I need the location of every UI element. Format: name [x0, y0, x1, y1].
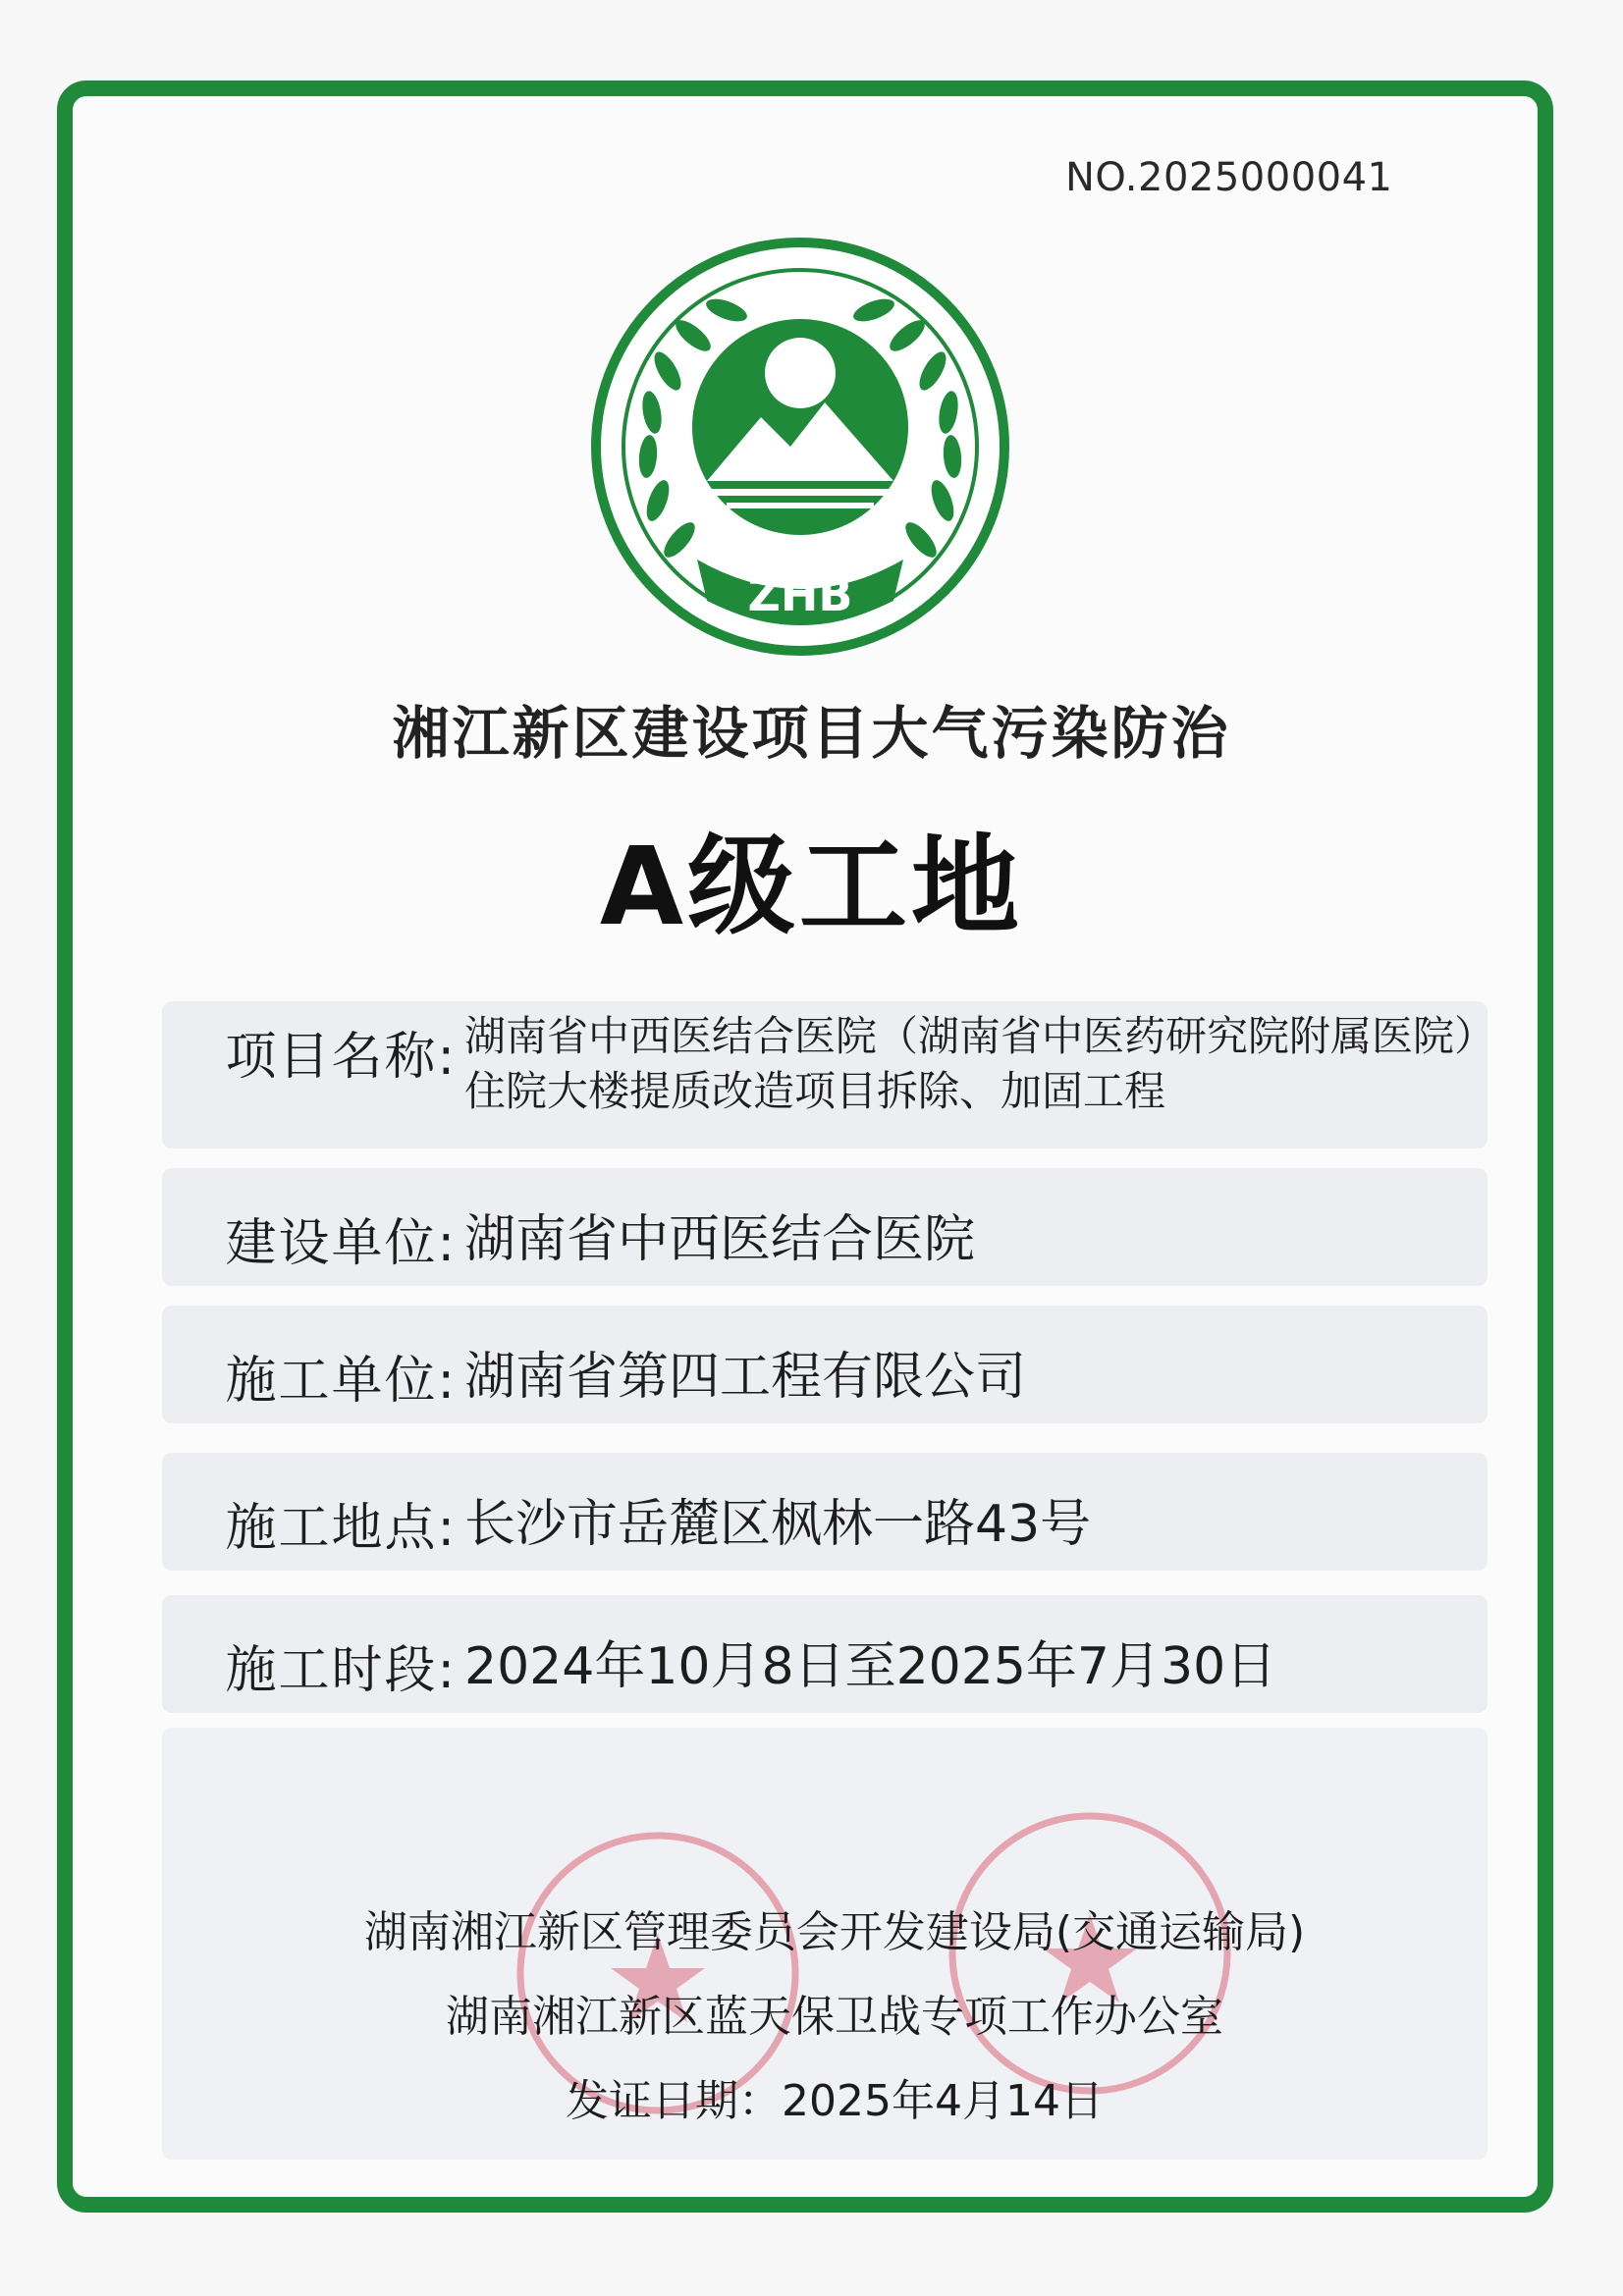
field-value: 长沙市岳麓区枫林一路43号: [464, 1495, 1092, 1554]
field-value: 2024年10月8日至2025年7月30日: [464, 1637, 1277, 1696]
field-builder: [162, 1168, 1488, 1286]
issuer-line-1: 湖南湘江新区管理委员会开发建设局(交通运输局): [363, 1907, 1306, 1957]
emblem-text: ZHB: [747, 568, 853, 621]
issue-date: 发证日期：2025年4月14日: [566, 2076, 1104, 2126]
field-label: 施工时段:: [225, 1641, 457, 1700]
field-contractor: [162, 1306, 1488, 1423]
field-project-name: [162, 1001, 1488, 1148]
field-location: [162, 1453, 1488, 1571]
field-label: 建设单位:: [225, 1214, 457, 1273]
field-label: 项目名称:: [225, 1028, 457, 1087]
field-value: 湖南省中西医结合医院: [464, 1210, 976, 1269]
field-label: 施工地点:: [225, 1499, 457, 1558]
certificate-title: 湘江新区建设项目大气污染防治: [392, 700, 1231, 767]
field-label: 施工单位:: [225, 1352, 457, 1411]
environment-emblem-icon: [589, 236, 1011, 658]
certificate-grade: A级工地: [599, 824, 1024, 949]
issuer-line-2: 湖南湘江新区蓝天保卫战专项工作办公室: [446, 1992, 1223, 2042]
field-period: [162, 1595, 1488, 1713]
field-value: 湖南省中西医结合医院（湖南省中医药研究院附属医院）住院大楼提质改造项目拆除、加固工程: [464, 1012, 1476, 1115]
certificate-number: NO.2025000041: [1065, 155, 1393, 200]
field-value: 湖南省第四工程有限公司: [464, 1348, 1027, 1407]
